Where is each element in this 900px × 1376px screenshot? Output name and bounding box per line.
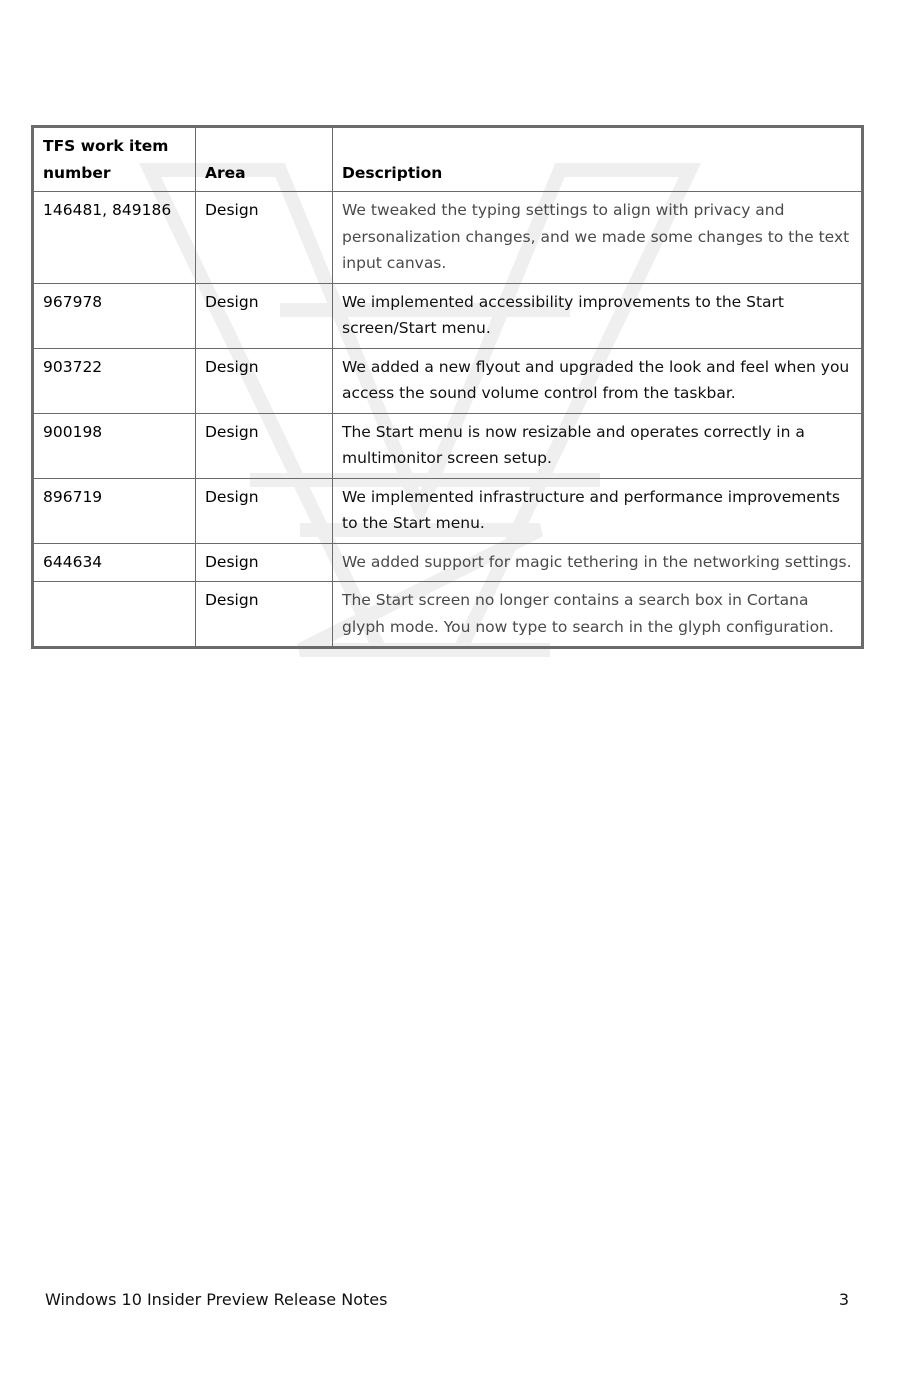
row-number — [33, 582, 196, 648]
row-description: We implemented accessibility improvements to the Start screen/Start menu. — [333, 283, 863, 348]
header-description: Description — [333, 127, 863, 192]
row-area: Design — [196, 582, 333, 648]
row-area: Design — [196, 543, 333, 582]
header-tfs-number: TFS work item number — [33, 127, 196, 192]
table-header-row — [33, 127, 863, 192]
row-number: 146481, 849186 — [33, 192, 196, 284]
table-row — [33, 543, 863, 582]
footer-document-title: Windows 10 Insider Preview Release Notes — [45, 1290, 388, 1309]
row-description: The Start menu is now resizable and operates correctly in a multimonitor screen setup. — [333, 413, 863, 478]
table-row — [33, 348, 863, 413]
table-row — [33, 283, 863, 348]
table-row — [33, 478, 863, 543]
row-area: Design — [196, 348, 333, 413]
row-number: 900198 — [33, 413, 196, 478]
row-area: Design — [196, 283, 333, 348]
row-description: We added a new flyout and upgraded the look and feel when you access the sound volume control from the taskbar. — [333, 348, 863, 413]
row-number: 903722 — [33, 348, 196, 413]
row-area: Design — [196, 192, 333, 284]
footer-page-number: 3 — [838, 1290, 849, 1309]
row-number: 967978 — [33, 283, 196, 348]
table-row — [33, 413, 863, 478]
row-description: We added support for magic tethering in the networking settings. — [333, 543, 863, 582]
table-row — [33, 192, 863, 284]
row-number: 644634 — [33, 543, 196, 582]
row-area: Design — [196, 478, 333, 543]
row-description: The Start screen no longer contains a search box in Cortana glyph mode. You now type to search in the glyph configuration. — [333, 582, 863, 648]
row-description: We implemented infrastructure and performance improvements to the Start menu. — [333, 478, 863, 543]
table-row — [33, 582, 863, 648]
row-area: Design — [196, 413, 333, 478]
header-area: Area — [196, 127, 333, 192]
row-number: 896719 — [33, 478, 196, 543]
row-description: We tweaked the typing settings to align with privacy and personalization changes, and we made some changes to the text input canvas. — [333, 192, 863, 284]
release-notes-table — [31, 125, 864, 649]
